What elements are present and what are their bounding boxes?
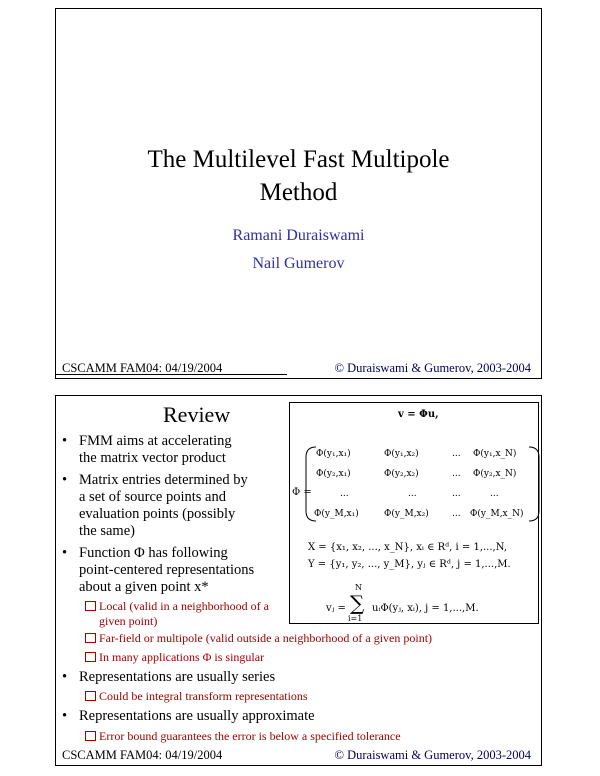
sum-upper-limit: N [355,583,362,592]
title-line-2: Method [259,179,338,206]
bullet-text: FMM aims at accelerating [79,433,232,449]
slide-title: Review [163,402,231,427]
bullet-dot: • [62,433,68,449]
author-1: Ramani Duraiswami [232,227,365,244]
x-set-definition: X = {x₁, x₂, ..., x_N}, xᵢ ∈ Rᵈ, i = 1,...,N, [308,542,508,553]
sub-bullet-text: In many applications Φ is singular [99,650,265,664]
slide-title [56,143,541,209]
y-set-definition: Y = {y₁, y₂, ..., y_M}, yⱼ ∈ Rᵈ, j = 1,...,M. [308,559,511,570]
bullet-dot: • [62,545,68,561]
matrix-cell: Φ(y₁,x₂) [384,449,419,459]
footer-right: © Duraiswami & Gumerov, 2003-2004 [334,361,531,375]
footer-left: CSCAMM FAM04: 04/19/2004 [62,748,223,762]
bullet-text: a set of source points and [79,489,226,505]
sum-symbol: ∑ [350,591,365,615]
sub-bullet-item [85,689,308,704]
sub-bullet-item [85,631,432,646]
bullet-text: Matrix entries determined by [79,472,248,488]
matrix-cell: ... [452,509,461,519]
bullet-dot: • [62,472,68,488]
bullet-text: about a given point x* [79,579,209,595]
equation-v: v = Φu, [398,409,439,420]
bullet-text: the matrix vector product [79,450,226,466]
matrix-cell: Φ(y₁,x_N) [473,449,517,459]
matrix-cell: Φ(y₂,x₁) [316,469,351,479]
checkbox-icon [85,691,96,701]
sum-lhs: vⱼ = [326,603,346,614]
matrix-cell: ... [452,489,461,499]
matrix-cell: ... [340,489,349,499]
review-slide [55,395,542,766]
sub-bullet-text: Could be integral transform representations [99,689,308,703]
matrix-cell: Φ(y₂,x_N) [473,469,517,479]
checkbox-icon [85,652,96,662]
bullet-item [62,669,275,686]
bullet-item [62,708,315,725]
bullet-text: Representations are usually series [79,669,276,685]
sub-bullet-item [85,650,264,665]
bullet-text: the same) [79,523,135,539]
checkbox-icon [85,633,96,643]
bullet-text: evaluation points (possibly [79,506,236,522]
checkbox-icon [85,601,96,611]
matrix-cell: ... [408,489,417,499]
bullet-item [62,433,232,467]
sub-bullet-text: Far-field or multipole (valid outside a neighborhood of a given point) [99,631,433,645]
sum-lower-limit: i=1 [348,614,363,623]
matrix-cell: ... [452,449,461,459]
bullet-text: Representations are usually approximate [79,708,315,724]
matrix-cell: Φ(y₁,x₁) [316,449,351,459]
matrix-cell: ... [452,469,461,479]
bullet-dot: • [62,669,68,685]
matrix-cell: Φ(y₂,x₂) [384,469,419,479]
author-2: Nail Gumerov [252,255,345,272]
matrix-cell: ... [490,489,499,499]
bullet-item [62,472,248,540]
checkbox-icon [85,731,96,741]
phi-label: Φ = [292,487,312,498]
sub-bullet-text: Local (valid in a neighborhood of a [99,599,269,613]
matrix-cell: Φ(y_M,x_N) [470,509,524,519]
sub-bullet-text: Error bound guarantees the error is below a specified tolerance [99,729,401,743]
title-slide [55,8,542,379]
matrix-cell: Φ(y_M,x₁) [314,509,359,519]
sub-bullet-text: given point) [99,614,158,628]
sum-rhs: uᵢΦ(yⱼ, xᵢ), j = 1,...,M. [372,603,479,614]
title-line-1: The Multilevel Fast Multipole [147,146,450,173]
bullet-text: Function Φ has following [79,545,228,561]
footer-left: CSCAMM FAM04: 04/19/2004 [62,361,223,375]
sub-bullet-item [85,729,401,744]
equation-panel [289,402,539,624]
footer-rule [56,374,287,375]
footer-right: © Duraiswami & Gumerov, 2003-2004 [334,748,531,762]
bullet-item [62,545,254,596]
bullet-dot: • [62,708,68,724]
matrix-cell: Φ(y_M,x₂) [384,509,429,519]
sub-bullet-item [85,599,269,629]
bullet-text: point-centered representations [79,562,255,578]
